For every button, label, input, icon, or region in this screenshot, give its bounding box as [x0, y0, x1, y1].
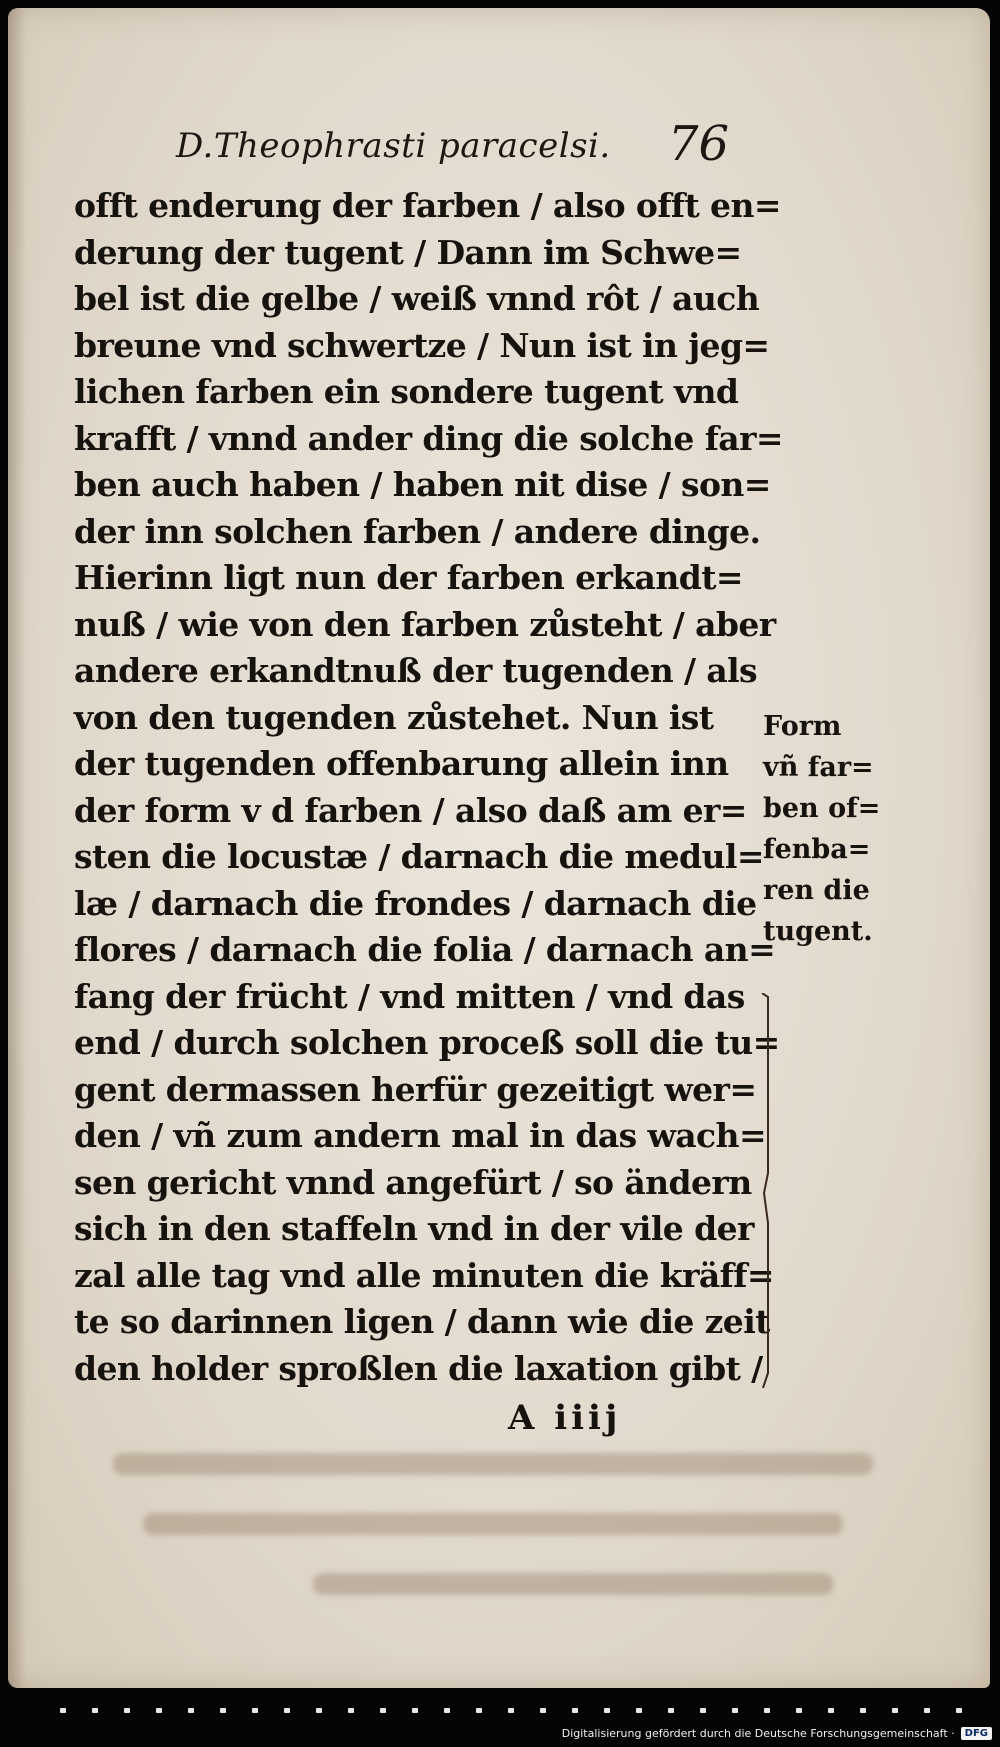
- text-line: sten die locustæ / darnach die medul=: [74, 837, 764, 876]
- marginal-note: [763, 706, 893, 952]
- text-line: te so darinnen ligen / dann wie die zeit: [74, 1302, 770, 1341]
- film-edge-perforation: [0, 1705, 1000, 1717]
- text-line: flores / darnach die folia / darnach an=: [74, 930, 776, 969]
- text-line: bel ist die gelbe / weiß vnnd rôt / auch: [74, 279, 760, 318]
- running-title: D.Theophrasti paracelsi.: [176, 126, 611, 166]
- text-line: von den tugenden zůstehet. Nun ist: [74, 697, 714, 737]
- text-line: sich in den staffeln vnd in der vile der: [74, 1209, 754, 1248]
- marginal-note-line: tugent.: [763, 916, 873, 947]
- text-line: den / vñ zum andern mal in das wach=: [74, 1116, 766, 1155]
- ink-bleed-through: [103, 1433, 923, 1633]
- marginal-note-line: Form: [763, 711, 842, 742]
- text-line: zal alle tag vnd alle minuten die kräff=: [74, 1255, 774, 1295]
- text-line: derung der tugent / Dann im Schwe=: [74, 232, 742, 272]
- marginal-note-line: ben of=: [763, 793, 881, 824]
- text-line: lichen farben ein sondere tugent vnd: [74, 372, 739, 411]
- text-line: gent dermassen herfür gezeitigt wer=: [74, 1069, 757, 1109]
- text-line: Hierinn ligt nun der farben erkandt=: [74, 558, 743, 597]
- dfg-credit-footer: [562, 1723, 992, 1743]
- marginal-note-line: fenba=: [763, 834, 871, 865]
- text-line: der tugenden offenbarung allein inn: [74, 744, 729, 783]
- text-line: ben auch haben / haben nit dise / son=: [74, 465, 771, 504]
- text-line: sen gericht vnnd angefürt / so ändern: [74, 1162, 752, 1202]
- text-line: offt enderung der farben / also offt en=: [74, 186, 781, 225]
- text-line: krafft / vnnd ander ding die solche far=: [74, 418, 783, 458]
- folio-number: 76: [668, 116, 730, 172]
- text-line: breune vnd schwertze / Nun ist in jeg=: [74, 325, 770, 365]
- book-page: [8, 8, 990, 1688]
- text-line: den holder sproßlen die laxation gibt /: [74, 1348, 763, 1388]
- dfg-logo: DFG: [961, 1727, 992, 1740]
- signature-mark: A iiij: [508, 1398, 622, 1438]
- text-line: der inn solchen farben / andere dinge.: [74, 511, 761, 551]
- text-line: læ / darnach die frondes / darnach die: [74, 883, 757, 923]
- text-line: end / durch solchen proceß soll die tu=: [74, 1023, 780, 1062]
- marginal-note-line: ren die: [763, 875, 870, 906]
- dfg-credit-text: Digitalisierung gefördert durch die Deutsche Forschungsgemeinschaft ·: [561, 1726, 955, 1740]
- main-text-block: [74, 183, 783, 1392]
- text-line: nuß / wie von den farben zůsteht / aber: [74, 604, 776, 644]
- text-line: andere erkandtnuß der tugenden / als: [74, 651, 758, 690]
- handwritten-bracket-mark: [760, 993, 774, 1388]
- marginal-note-line: vñ far=: [763, 752, 874, 783]
- page-header: [158, 116, 758, 176]
- text-line: fang der frücht / vnd mitten / vnd das: [74, 976, 745, 1016]
- text-line: der form v d farben / also daß am er=: [74, 790, 747, 830]
